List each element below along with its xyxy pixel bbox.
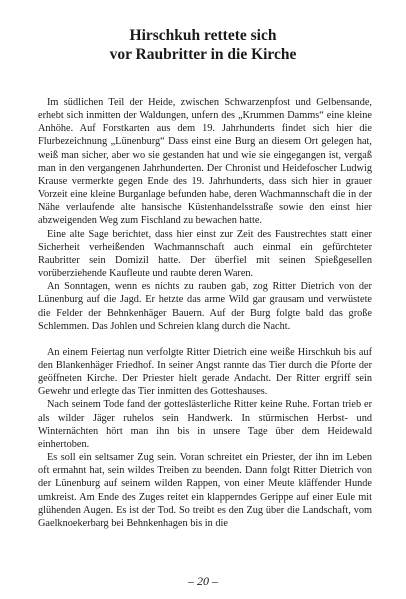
paragraph: Es soll ein seltsamer Zug sein. Voran schreitet ein Priester, der ihn im Leben oft ermahnt hat, sein wildes Treiben zu beenden. Dann folgt Ritter Dietrich von der Lünenburg auf seinem wilden Rappen, von einer Meute kläffender Hunde umkreist. Am Ende des Zuges reitet ein klapperndes Gerippe auf einer Eule mit glühenden Augen. Es ist der Tod. So treibt es den Zug über die Landschaft, vom Gaelknoekerbarg bei Behnkenhagen bis in die [38, 452, 372, 529]
title-line-1: Hirschkuh rettete sich [129, 27, 277, 44]
paragraph: An Sonntagen, wenn es nichts zu rauben gab, zog Ritter Dietrich von der Lünenburg auf die Jagd. Er hetzte das arme Wild gar grausam und verwüstete die Felder der Behnkenhäger Bauern. Auf der Burg folgte bald das große Schlemmen. Das Johlen und Schreien klang durch die Nacht. [38, 281, 372, 332]
paragraph: Im südlichen Teil der Heide, zwischen Schwarzenpfost und Gelbensande, erhebt sich inmitten der Waldungen, unfern des „Krummen Damms“ eine kleine Anhöhe. Auf Forstkarten aus dem 19. Jahrhunderts findet sich hier die Flurbezeichnung „Lünenburg“ Dass einst eine Burg an diesem Ort gelegen hat, weiß man sicher, aber wo sie gestanden hat und wie sie eingegangen ist, vergaß man in den vergangenen Jahrhunderten. Der Chronist und Heidefoscher Ludwig Krause vermerkte gegen Ende des 19. Jahrhunderts, dass sich hier in grauer Vorzeit eine kleine Burganlage befunden habe, deren Wachmannschaft die in der Nähe verlaufende alte hansische Küstenhandelsstraße sowie den einst hier abzweigenden Weg zum Fischland zu bewachen hatte. [38, 97, 372, 227]
paragraph: An einem Feiertag nun verfolgte Ritter Dietrich eine weiße Hirschkuh bis auf den Blankenhäger Friedhof. In seiner Angst rannte das Tier durch die Pforte der geöffneten Kirche. Der Priester hielt gerade Andacht. Der Ritter ergriff sein Gewehr und erlegte das Tier inmitten des Gotteshauses. [38, 346, 372, 398]
page-title [0, 26, 406, 64]
paragraph: Nach seinem Tode fand der gotteslästerliche Ritter keine Ruhe. Fortan trieb er als wilder Jäger ruhelos sein Handwerk. In stürmischen Herbst- und Winternächten hört man ihn bis in unsere Tage über dem Heidewald einhertoben. [38, 399, 372, 450]
paragraph: Eine alte Sage berichtet, dass hier einst zur Zeit des Faustrechtes statt einer Sicherheit verheißenden Wachmannschaft auch einmal ein gefürchteter Raubritter sein Domizil hatte. Der überfiel mit seinen Spießgesellen vorüberziehende Kaufleute und raubte deren Waren. [38, 228, 372, 280]
title-line-2: vor Raubritter in die Kirche [109, 46, 297, 63]
page-number: – 20 – [188, 574, 218, 588]
body-text [38, 96, 372, 530]
